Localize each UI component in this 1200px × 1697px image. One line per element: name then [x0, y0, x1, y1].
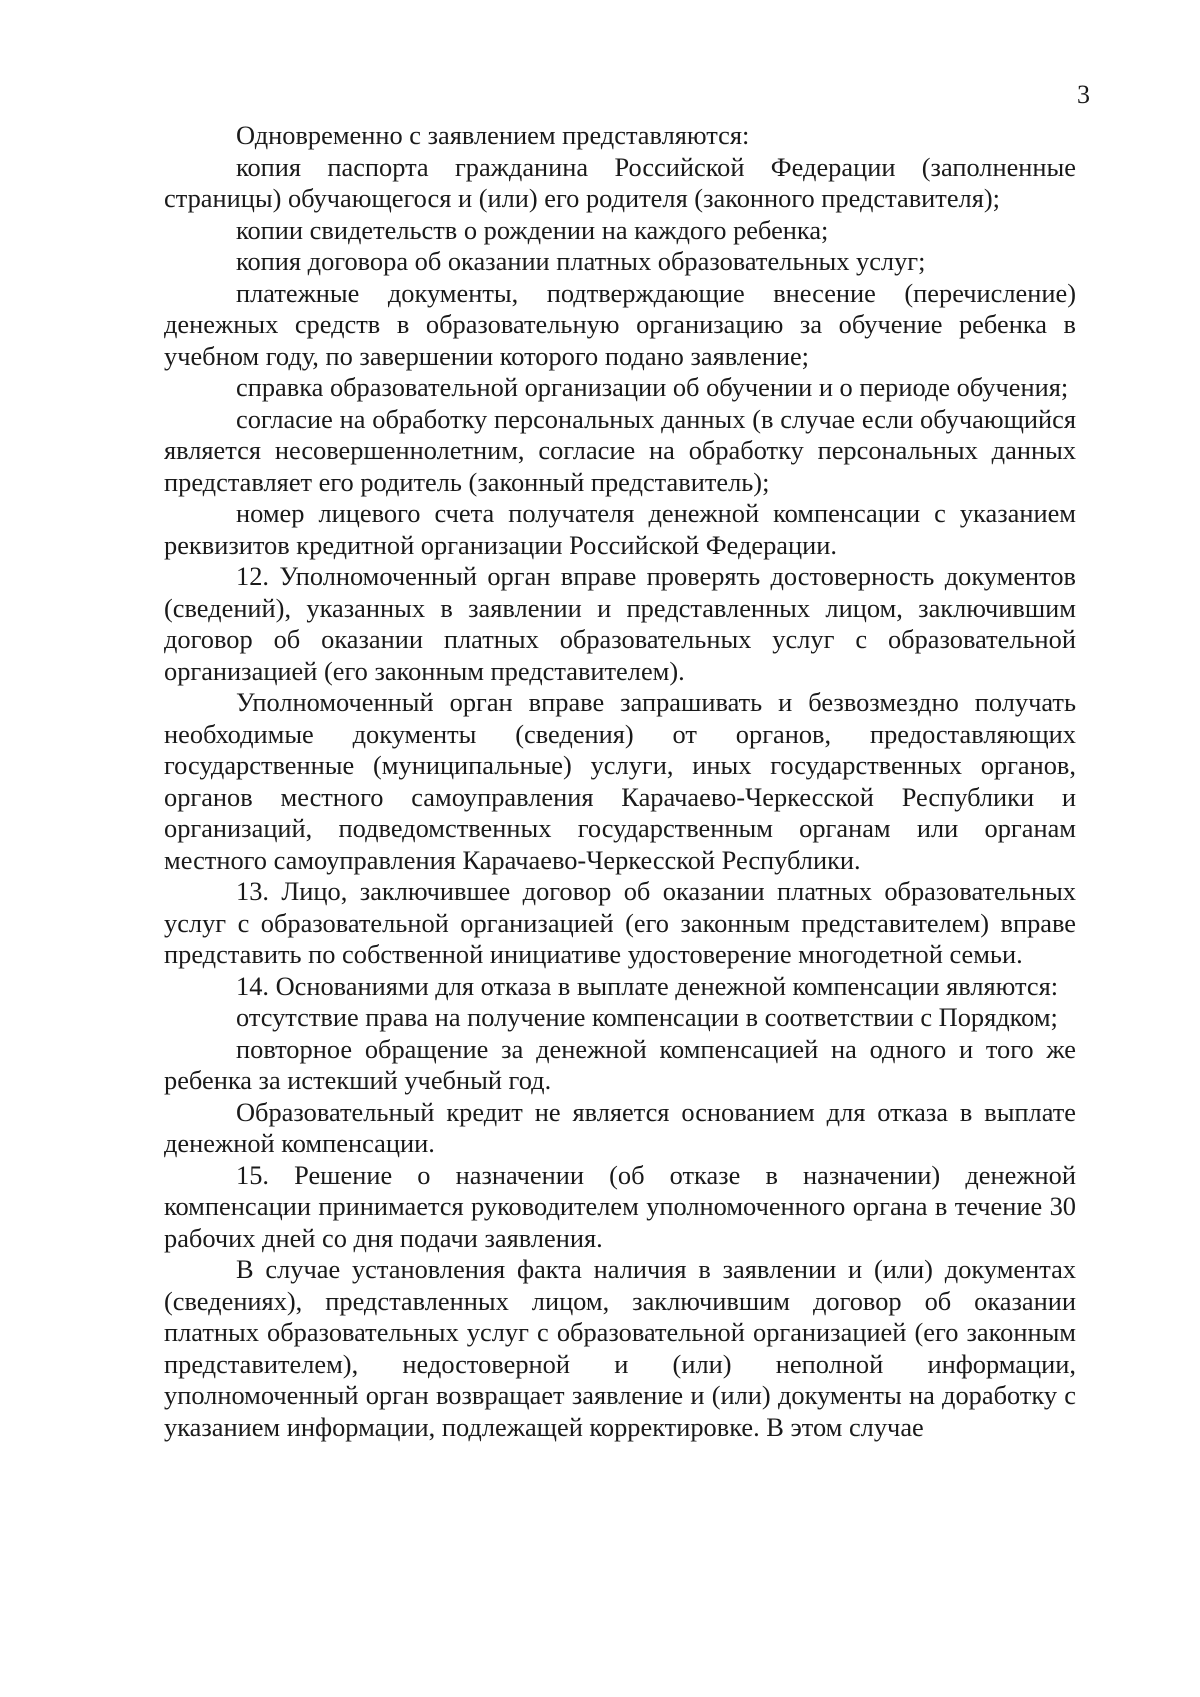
paragraph-account-number: номер лицевого счета получателя денежной компенсации с указанием реквизитов кредитной организации Российской Федерации. — [164, 498, 1076, 560]
paragraph-refusal-repeat: повторное обращение за денежной компенсацией на одного и того же ребенка за истекший учебный год. — [164, 1033, 1076, 1095]
paragraph-item-12: 12. Уполномоченный орган вправе проверять достоверность документов (сведений), указанных в заявлении и представленных лицом, заключившим договор об оказании платных образовательных услуг с образовательной организацией (его законным представителем). — [164, 561, 1076, 686]
document-body — [164, 120, 1076, 1443]
paragraph-item-15-return: В случае установления факта наличия в заявлении и (или) документах (сведениях), представленных лицом, заключившим договор об оказании платных образовательных услуг с образовательной организацией (его законным представителем), недостоверной и (или) неполной информации, уполномоченный орган возвращает заявление и (или) документы на доработку с указанием информации, подлежащей корректировке. В этом случае — [164, 1254, 1076, 1442]
paragraph-refusal-no-right: отсутствие права на получение компенсации в соответствии с Порядком; — [236, 1002, 1058, 1032]
paragraph-passport-copy: копия паспорта гражданина Российской Федерации (заполненные страницы) обучающегося и (или) его родителя (законного представителя); — [164, 151, 1076, 213]
paragraph-contract-copy: копия договора об оказании платных образовательных услуг; — [236, 246, 926, 276]
paragraph-item-12-requests: Уполномоченный орган вправе запрашивать и безвозмездно получать необходимые документы (сведения) от органов, предоставляющих государственные (муниципальные) услуги, иных государственных органов, органов местного самоуправления Карачаево-Черкесской Республики и организаций, подведомственных государственным органам или органам местного самоуправления Карачаево-Черкесской Республики. — [164, 687, 1076, 875]
paragraph-birth-certificates: копии свидетельств о рождении на каждого ребенка; — [236, 214, 829, 245]
paragraph-intro: Одновременно с заявлением представляются: — [236, 120, 750, 150]
paragraph-data-consent: согласие на обработку персональных данных (в случае если обучающийся является несовершеннолетним, согласие на обработку персональных данных представляет его родитель (законный представитель); — [164, 403, 1076, 497]
paragraph-study-certificate: справка образовательной организации об обучении и о периоде обучения; — [236, 372, 1069, 402]
paragraph-payment-documents: платежные документы, подтверждающие внесение (перечисление) денежных средств в образовательную организацию за обучение ребенка в учебном году, по завершении которого подано заявление; — [164, 277, 1076, 371]
paragraph-education-credit: Образовательный кредит не является основанием для отказа в выплате денежной компенсации. — [164, 1096, 1076, 1158]
page-number: 3 — [1077, 80, 1090, 109]
paragraph-item-13: 13. Лицо, заключившее договор об оказании платных образовательных услуг с образовательной организацией (его законным представителем) вправе представить по собственной инициативе удостоверение многодетной семьи. — [164, 876, 1076, 969]
paragraph-item-14: 14. Основаниями для отказа в выплате денежной компенсации являются: — [236, 970, 1059, 1001]
paragraph-item-15: 15. Решение о назначении (об отказе в назначении) денежной компенсации принимается руководителем уполномоченного органа в течение 30 рабочих дней со дня подачи заявления. — [164, 1159, 1076, 1253]
